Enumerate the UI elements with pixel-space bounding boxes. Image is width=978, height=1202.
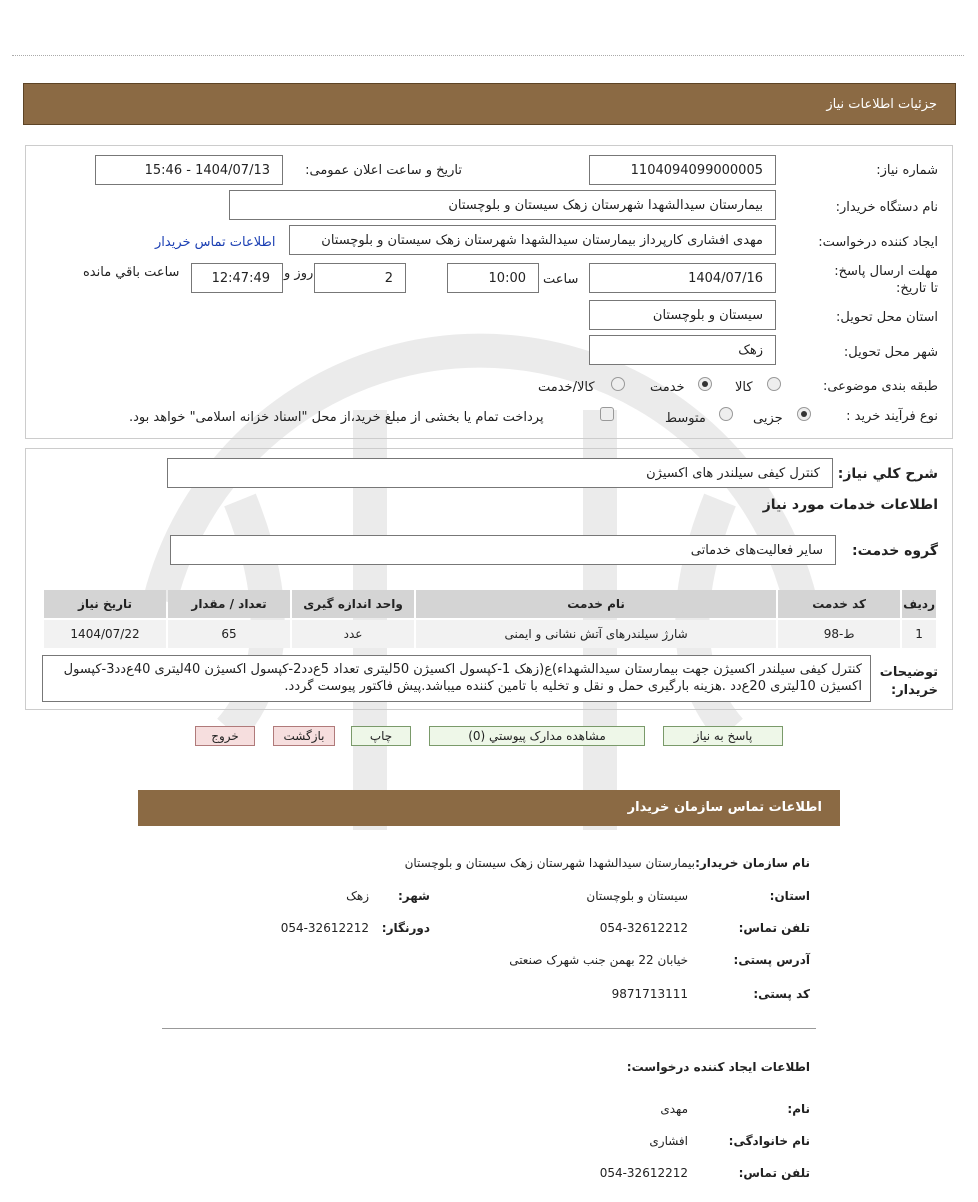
service-group-field: سایر فعالیت‌های خدماتی [170,535,836,565]
cell-row: 1 [902,620,936,648]
contact-org-value: بیمارستان سیدالشهدا شهرستان زهک سیستان و بلوچستان [404,856,695,870]
details-header-bar [23,83,956,125]
col-unit: واحد اندازه گیری [292,590,414,618]
creator-phone-value: 054-32612212 [599,1166,688,1180]
deadline-label: مهلت ارسال پاسخ: تا تاریخ: [834,264,938,296]
remaining-time-field: 12:47:49 [191,263,283,293]
services-table [42,588,938,650]
category-radio-goods-service[interactable] [611,377,625,391]
summary-field: کنترل کیفی سیلندر های اکسیژن [167,458,833,488]
days-label: روز و [284,266,314,281]
announce-label: تاریخ و ساعت اعلان عمومی: [305,163,462,178]
contact-divider [162,1028,816,1029]
contact-fax-value: 054-32612212 [280,921,369,935]
cell-qty: 65 [168,620,290,648]
buyer-notes-box: کنترل کیفی سیلندر اکسیژن جهت بیمارستان سیدالشهداء)ع(زهک 1-کپسول اکسیژن 50لیتری تعداد 5ع‌دد2-کپسول اکسیژن 40لیتری 40ع‌دد3-کپسول اکسیژن 10لیتری 20ع‌دد .هزینه بارگیری حمل و نقل و تخلیه با تامین کننده میباشد.پیش فاکتور پیوست گردد. [42,655,871,702]
announce-field: 1404/07/13 - 15:46 [95,155,283,185]
creator-label: ایجاد کننده درخواست: [818,235,938,250]
city-label: شهر محل تحویل: [843,345,938,360]
creator-info-heading: اطلاعات ایجاد کننده درخواست: [626,1060,810,1074]
exit-button[interactable]: خروج [195,726,255,746]
contact-org-label: نام سازمان خریدار: [695,856,810,870]
table-header-row [44,590,936,618]
category-option-goods-service: کالا/خدمت [538,380,595,395]
purchase-radio-medium[interactable] [719,407,733,421]
services-heading: اطلاعات خدمات مورد نیاز [762,497,938,513]
need-number-label: شماره نیاز: [876,163,938,178]
contact-phone-label: تلفن تماس: [738,921,810,935]
reply-button[interactable]: پاسخ به نیاز [663,726,783,746]
province-label: استان محل تحویل: [836,310,938,325]
contact-province-label: استان: [769,889,810,903]
col-name: نام خدمت [416,590,776,618]
back-button[interactable]: بازگشت [273,726,335,746]
contact-city-label: شهر: [398,889,430,903]
purchase-option-minor: جزیی [753,411,783,426]
creator-name-label: نام: [787,1102,810,1116]
purchase-type-label: نوع فرآیند خرید : [846,409,938,424]
col-row: ردیف [902,590,936,618]
treasury-checkbox[interactable] [600,407,614,421]
cell-date: 1404/07/22 [44,620,166,648]
top-divider [12,55,964,56]
contact-province-value: سیستان و بلوچستان [586,889,688,903]
contact-postal-label: کد پستی: [753,987,810,1001]
details-header-title: جزئیات اطلاعات نیاز [826,97,937,112]
purchase-radio-minor[interactable] [797,407,811,421]
need-number-field: 1104094099000005 [589,155,776,185]
purchase-option-medium: متوسط [665,411,706,426]
province-field: سیستان و بلوچستان [589,300,776,330]
creator-field: مهدی افشاری کارپرداز بیمارستان سیدالشهدا شهرستان زهک سیستان و بلوچستان [289,225,776,255]
cell-name: شارژ سیلندرهای آتش نشانی و ایمنی [416,620,776,648]
buyer-notes-label: توضیحات خریدار: [879,665,938,698]
remaining-label: ساعت باقي مانده [83,265,180,280]
attachments-button[interactable]: مشاهده مدارک پیوستي (0) [429,726,645,746]
deadline-date-field: 1404/07/16 [589,263,776,293]
col-code: کد خدمت [778,590,900,618]
contact-city-value: زهک [346,889,369,903]
table-row [44,620,936,648]
contact-address-value: خیابان 22 بهمن جنب شهرک صنعتی [509,953,688,967]
treasury-note: پرداخت تمام یا بخشی از مبلغ خرید،از محل "اسناد خزانه اسلامی" خواهد بود. [129,410,544,425]
contact-postal-value: 9871713111 [611,987,688,1001]
contact-phone-value: 054-32612212 [599,921,688,935]
category-radio-goods[interactable] [767,377,781,391]
contact-header-title: اطلاعات تماس سازمان خریدار [627,800,822,815]
contact-fax-label: دورنگار: [381,921,430,935]
buyer-org-label: نام دستگاه خریدار: [835,200,938,215]
creator-name-value: مهدی [660,1102,688,1116]
deadline-time-label: ساعت [543,272,579,287]
contact-address-label: آدرس پستی: [733,953,810,967]
service-group-label: گروه خدمت: [852,543,938,559]
print-button[interactable]: چاپ [351,726,411,746]
category-label: طبقه بندی موضوعی: [822,379,938,394]
category-option-service: خدمت [650,380,685,395]
col-date: تاریخ نیاز [44,590,166,618]
category-radio-service[interactable] [698,377,712,391]
cell-code: ط-98 [778,620,900,648]
category-option-goods: کالا [735,380,753,395]
buyer-contact-link[interactable]: اطلاعات تماس خریدار [155,235,276,250]
city-field: زهک [589,335,776,365]
buyer-org-field: بیمارستان سیدالشهدا شهرستان زهک سیستان و بلوچستان [229,190,776,220]
creator-family-value: افشاری [649,1134,688,1148]
contact-header-bar [138,790,840,826]
summary-label: شرح کلي نیاز: [837,466,938,482]
days-field: 2 [314,263,406,293]
creator-family-label: نام خانوادگی: [728,1134,810,1148]
cell-unit: عدد [292,620,414,648]
creator-phone-label: تلفن تماس: [738,1166,810,1180]
col-qty: تعداد / مقدار [168,590,290,618]
deadline-time-field: 10:00 [447,263,539,293]
